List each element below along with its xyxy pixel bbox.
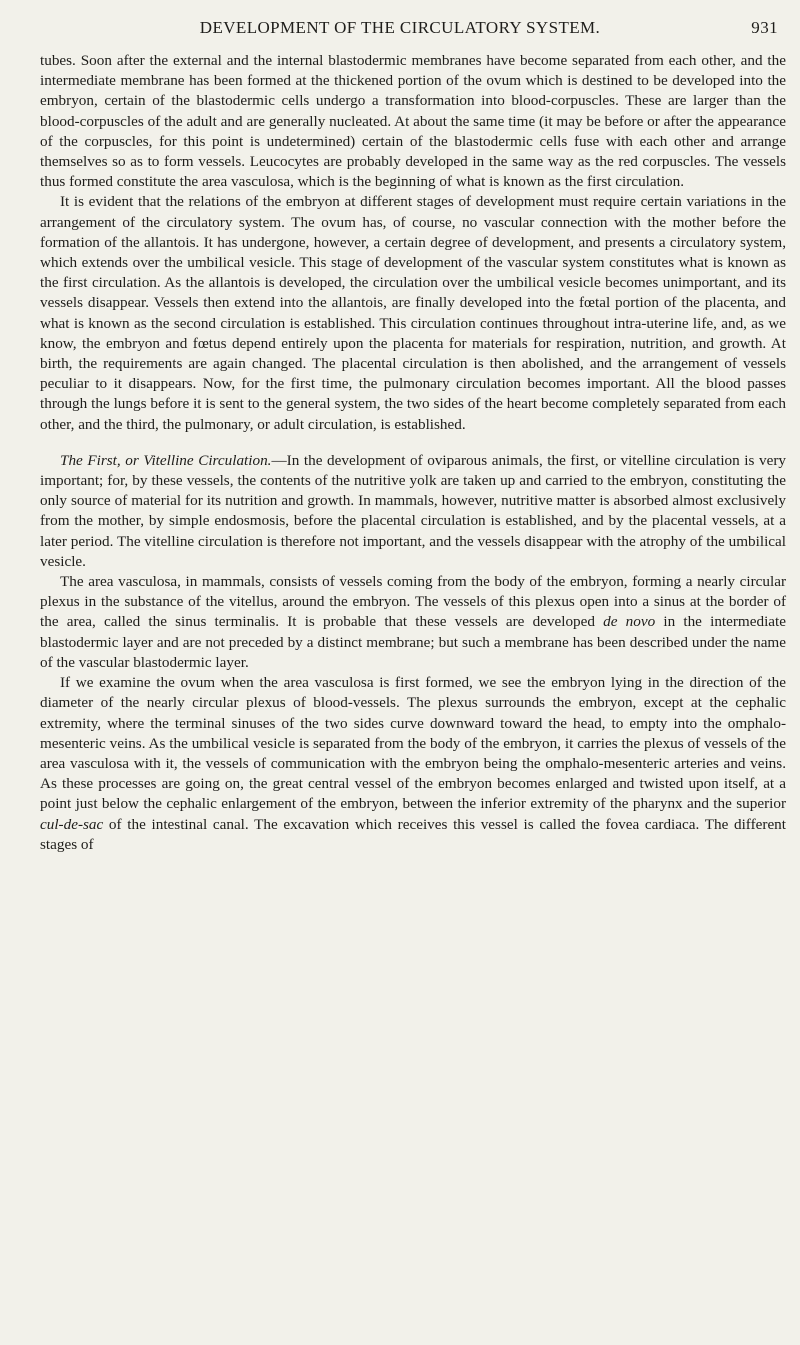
paragraph (40, 673, 786, 855)
italic-phrase: de novo (603, 613, 656, 631)
paragraph-text: in the intermediate blastodermic layer and are not preceded by a distinct membrane; but such a membrane has been described under the name of the vascular blastodermic layer. (40, 613, 786, 671)
paragraph-text: In the development of oviparous animals, the first, or vitelline circulation is very important; for, by these vessels, the contents of the nutritive yolk are taken up and carried to the embryon, constituting the only source of material for its nutrition and growth. In mammals, however, nutritive matter is absorbed almost exclusively from the mother, by simple endosmosis, before the placental circulation is established, and by the placental vessels, at a later period. The vitelline circulation is therefore not important, and the vessels disappear with the atrophy of the umbilical vesicle. (40, 451, 786, 570)
section-heading: The First, or Vitelline Circulation. (60, 451, 272, 469)
paragraph-text: The area vasculosa, in mammals, consists of vessels coming from the body of the embryon, forming a nearly circular plexus in the substance of the vitellus, around the embryon. The vessels of this plexus open into a sinus at the border of the area, called the sinus terminalis. It is probable that these vessels are developed (40, 573, 786, 631)
paragraph: tubes. Soon after the external and the internal blastodermic membranes have become separated from each other, and the intermediate membrane has been formed at the thickened portion of the ovum which is destined to be developed into the embryon, certain of the blastodermic cells undergo a transformation into blood-corpuscles. These are larger than the blood-corpuscles of the adult and are generally nucleated. At about the same time (it may be before or after the appearance of the corpuscles, for this point is undetermined) certain of the blastodermic cells fuse with each other and arrange themselves so as to form vessels. Leucocytes are probably developed in the same way as the red corpuscles. The vessels thus formed constitute the area vasculosa, which is the beginning of what is known as the first circulation. (40, 52, 786, 191)
italic-phrase: cul-de-sac (40, 815, 104, 833)
paragraph-text: If we examine the ovum when the area vasculosa is first formed, we see the embryon lying in the direction of the diameter of the nearly circular plexus of blood-vessels. The plexus surrounds the embryon, except at the cephalic extremity, where the terminal sinuses of the two sides curve downward toward the head, to empty into the omphalo-mesenteric veins. As the umbilical vesicle is separated from the body of the embryon, it carries the plexus of vessels of the area vasculosa with it, the vessels of communication with the embryon being the omphalo-mesenteric arteries and veins. As these processes are going on, the great central vessel of the embryon becomes enlarged and twisted upon itself, at a point just below the cephalic enlargement of the embryon, between the inferior extremity of the pharynx and the superior (40, 674, 786, 813)
paragraph-text: of the intestinal canal. The excavation which receives this vessel is called the fovea cardiaca. The different stages of (40, 815, 786, 853)
page-number: 931 (751, 18, 778, 37)
paragraph (40, 572, 786, 673)
paragraph: It is evident that the relations of the embryon at different stages of development must require certain variations in the arrangement of the circulatory system. The ovum has, of course, no vascular connection with the mother before the formation of the allantois. It has undergone, however, a certain degree of development, and presents a circulatory system, which extends over the umbilical vesicle. This stage of development of the vascular system constitutes what is known as the first circulation. As the allantois is developed, the circulation over the umbilical vesicle becomes unimportant, and its vessels disappear. Vessels then extend into the allantois, are finally developed into the fœtal portion of the placenta, and what is known as the second circulation is established. This circulation continues throughout intra-uterine life, and, as we know, the embryon and fœtus depend entirely upon the placenta for materials for respiration, nutrition, and growth. At birth, the requirements are again changed. The placental circulation is then abolished, and the arrangement of vessels peculiar to it disappears. Now, for the first time, the pulmonary circulation becomes important. All the blood passes through the lungs before it is sent to the general system, the two sides of the heart become completely separated from each other, and the third, the pulmonary, or adult circulation, is established. (40, 193, 786, 433)
heading-dash: — (271, 451, 287, 469)
running-title: DEVELOPMENT OF THE CIRCULATORY SYSTEM. (199, 18, 601, 37)
paragraph (40, 451, 786, 572)
body-text (40, 51, 786, 855)
running-header (0, 14, 800, 44)
